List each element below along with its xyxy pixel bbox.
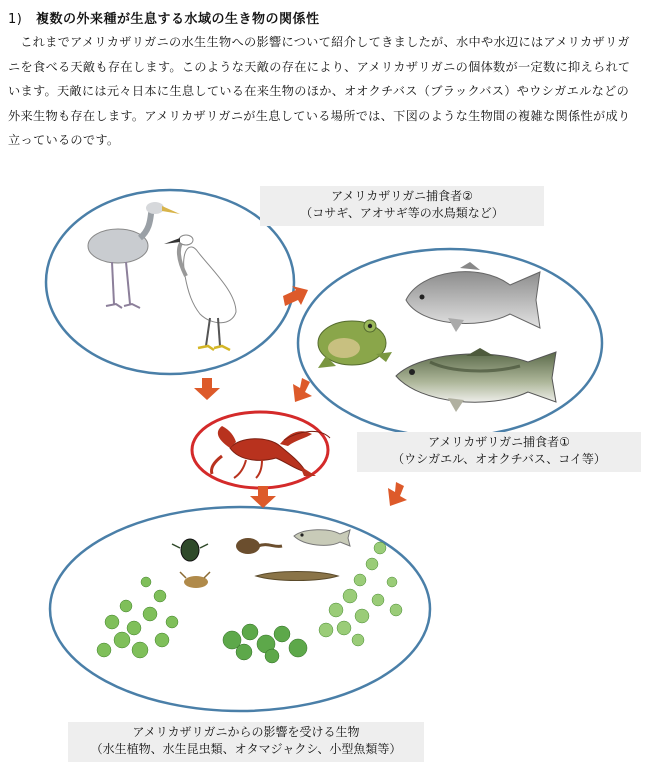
arrow-bird-to-crayfish [194, 378, 220, 400]
predator2-ellipse [46, 190, 294, 374]
arrow-fish-to-affected [388, 482, 407, 506]
section-title: 複数の外来種が生息する水域の生き物の関係性 [36, 12, 320, 27]
dragonfly-larva-icon [180, 572, 210, 588]
crayfish-icon [211, 426, 330, 478]
egret-icon [164, 235, 236, 350]
affected-title: アメリカザリガニからの影響を受ける生物 [132, 725, 360, 739]
grey-heron-icon [88, 202, 180, 308]
predator2-detail: （コサギ、アオサギ等の水鳥類など） [300, 206, 504, 220]
water-beetle-icon [172, 539, 208, 561]
predator2-title: アメリカザリガニ捕食者② [331, 189, 473, 203]
intro-paragraph: これまでアメリカザリガニの水生生物への影響について紹介してきましたが、水中や水辺にはアメリカザリガニを食べる天敵も存在します。このような天敵の存在により、アメリカザリガニの個体数が一定数に抑えられています。天敵には元々日本に生息している在来生物のほか、オオクチバス（ブラックバス）やウシガエルなどの外来生物も存在します。アメリカザリガニが生息している場所では、下図のような生物間の複雑な関係性が成り立っているのです。 [8, 35, 631, 147]
predator1-detail: （ウシガエル、オオクチバス、コイ等） [392, 452, 606, 466]
tadpole-icon [236, 538, 282, 554]
arrow-fish-to-crayfish [293, 378, 312, 402]
aquatic-plant-center-icon [223, 624, 307, 663]
small-fish-icon [294, 530, 350, 546]
arrow-bird-to-fish [283, 286, 308, 306]
affected-ellipse [50, 507, 430, 711]
bullfrog-icon [318, 320, 392, 368]
largemouth-bass-icon [396, 348, 556, 412]
predator1-title: アメリカザリガニ捕食者① [428, 435, 570, 449]
predator1-label [357, 432, 641, 472]
affected-detail: （水生植物、水生昆虫類、オタマジャクシ、小型魚類等） [90, 742, 402, 756]
loach-icon [256, 572, 338, 581]
carp-icon [406, 262, 540, 332]
affected-label [68, 722, 424, 762]
section-number: 1) [8, 12, 23, 27]
aquatic-plant-left-icon [97, 577, 178, 658]
predator2-label [260, 186, 544, 226]
aquatic-plant-right-icon [319, 542, 402, 646]
